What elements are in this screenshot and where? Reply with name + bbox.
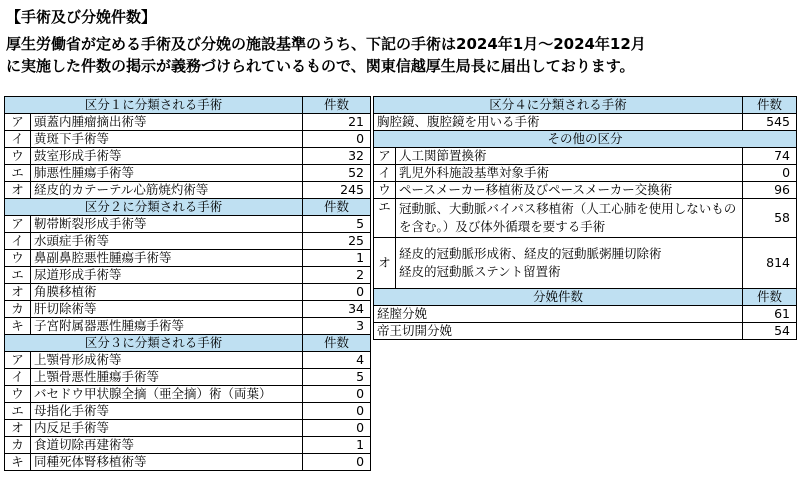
table-row	[374, 114, 797, 131]
row-code: オ	[374, 238, 396, 289]
row-name: 上顎骨形成術等	[31, 352, 303, 369]
row-count: 0	[303, 131, 371, 148]
section-header-row	[374, 131, 797, 148]
row-name: 同種死体腎移植術等	[31, 454, 303, 471]
row-name: 靭帯断裂形成手術等	[31, 216, 303, 233]
row-code: カ	[5, 437, 31, 454]
section-header: 分娩件数	[374, 289, 743, 306]
table-row	[5, 301, 371, 318]
table-row	[5, 352, 371, 369]
row-count: 58	[743, 199, 797, 238]
row-count: 21	[303, 114, 371, 131]
row-name: 水頭症手術等	[31, 233, 303, 250]
table-row	[5, 131, 371, 148]
section-header-row	[374, 97, 797, 114]
count-header: 件数	[303, 199, 371, 216]
row-name: 鼓室形成手術等	[31, 148, 303, 165]
count-header: 件数	[743, 289, 797, 306]
table-row	[5, 148, 371, 165]
table-row	[5, 267, 371, 284]
table-row	[5, 437, 371, 454]
table-row	[374, 182, 797, 199]
count-header: 件数	[303, 97, 371, 114]
table-row	[374, 306, 797, 323]
row-code: ウ	[5, 148, 31, 165]
row-count: 0	[303, 420, 371, 437]
section-header: 区分１に分類される手術	[5, 97, 303, 114]
row-code: ウ	[5, 386, 31, 403]
row-count: 34	[303, 301, 371, 318]
row-name: ペースメーカー移植術及びペースメーカー交換術	[396, 182, 743, 199]
row-name: 尿道形成手術等	[31, 267, 303, 284]
table-row	[5, 454, 371, 471]
row-name: 鼻副鼻腔悪性腫瘍手術等	[31, 250, 303, 267]
row-count: 245	[303, 182, 371, 199]
table-row	[5, 318, 371, 335]
table-row	[5, 114, 371, 131]
row-count: 61	[743, 306, 797, 323]
row-code: イ	[5, 233, 31, 250]
row-count: 74	[743, 148, 797, 165]
section-header: 区分２に分類される手術	[5, 199, 303, 216]
row-count: 5	[303, 369, 371, 386]
row-name: 経膣分娩	[374, 306, 743, 323]
intro-line-2: に実施した件数の掲示が義務づけられているもので、関東信越厚生局長に届出しております。	[6, 57, 635, 75]
row-name: 肝切除術等	[31, 301, 303, 318]
row-count: 25	[303, 233, 371, 250]
row-count: 0	[743, 165, 797, 182]
row-count: 545	[743, 114, 797, 131]
row-name: 母指化手術等	[31, 403, 303, 420]
intro-line-1: 厚生労働省が定める手術及び分娩の施設基準のうち、下記の手術は2024年1月～2024年12月	[6, 35, 646, 53]
row-code: ア	[5, 352, 31, 369]
row-name: 経皮的カテーテル心筋焼灼術等	[31, 182, 303, 199]
row-code: イ	[5, 369, 31, 386]
section-header: 区分３に分類される手術	[5, 335, 303, 352]
row-name: 乳児外科施設基準対象手術	[396, 165, 743, 182]
page-title: 【手術及び分娩件数】	[6, 8, 157, 26]
row-code: オ	[5, 420, 31, 437]
section-header-row	[374, 289, 797, 306]
row-count: 96	[743, 182, 797, 199]
row-name: 角膜移植術	[31, 284, 303, 301]
row-code: エ	[374, 199, 396, 238]
row-count: 1	[303, 250, 371, 267]
table-row	[5, 420, 371, 437]
section-header: 区分４に分類される手術	[374, 97, 743, 114]
section-header-row	[5, 335, 371, 352]
row-code: エ	[5, 267, 31, 284]
row-name: 帝王切開分娩	[374, 323, 743, 340]
table-row	[374, 148, 797, 165]
row-count: 54	[743, 323, 797, 340]
table-row	[374, 323, 797, 340]
row-count: 814	[743, 238, 797, 289]
row-code: ア	[374, 148, 396, 165]
table-row	[374, 199, 797, 238]
table-row	[5, 403, 371, 420]
row-code: エ	[5, 403, 31, 420]
row-name: 冠動脈、大動脈バイパス移植術（人工心肺を使用しないものを含む。）及び体外循環を要する手術	[399, 201, 737, 234]
row-count: 0	[303, 386, 371, 403]
row-name: 肺悪性腫瘍手術等	[31, 165, 303, 182]
table-row	[5, 386, 371, 403]
row-name-line-1: 経皮的冠動脈形成術、経皮的冠動脈粥腫切除術	[399, 246, 662, 261]
count-header: 件数	[743, 97, 797, 114]
table-row	[5, 165, 371, 182]
row-name: 子宮附属器悪性腫瘍手術等	[31, 318, 303, 335]
section-header-row	[5, 199, 371, 216]
row-name: 食道切除再建術等	[31, 437, 303, 454]
row-code: オ	[5, 284, 31, 301]
row-count: 0	[303, 284, 371, 301]
row-name-line-2: 経皮的冠動脈ステント留置術	[399, 264, 561, 279]
row-count: 32	[303, 148, 371, 165]
table-row	[5, 216, 371, 233]
row-name: 黄斑下手術等	[31, 131, 303, 148]
row-code: エ	[5, 165, 31, 182]
row-count: 4	[303, 352, 371, 369]
row-code: ア	[5, 114, 31, 131]
row-count: 0	[303, 403, 371, 420]
table-row	[5, 369, 371, 386]
row-name: 上顎骨悪性腫瘍手術等	[31, 369, 303, 386]
row-code: キ	[5, 454, 31, 471]
row-count: 3	[303, 318, 371, 335]
table-row	[5, 233, 371, 250]
row-name: バセドウ甲状腺全摘（亜全摘）術（両葉）	[31, 386, 303, 403]
surgery-table-left	[4, 96, 371, 471]
row-count: 5	[303, 216, 371, 233]
table-row	[374, 238, 797, 289]
row-name: 人工関節置換術	[396, 148, 743, 165]
section-header: その他の区分	[374, 131, 797, 148]
row-code: ア	[5, 216, 31, 233]
row-name-cell	[396, 238, 743, 289]
row-count: 52	[303, 165, 371, 182]
row-code: イ	[5, 131, 31, 148]
table-row	[5, 182, 371, 199]
row-name: 胸腔鏡、腹腔鏡を用いる手術	[374, 114, 743, 131]
table-row	[5, 250, 371, 267]
row-code: オ	[5, 182, 31, 199]
row-name: 内反足手術等	[31, 420, 303, 437]
table-row	[5, 284, 371, 301]
table-row	[374, 165, 797, 182]
row-code: キ	[5, 318, 31, 335]
intro-text	[6, 33, 796, 77]
row-code: ウ	[5, 250, 31, 267]
row-name-cell	[396, 199, 743, 238]
row-count: 1	[303, 437, 371, 454]
row-name: 頭蓋内腫瘤摘出術等	[31, 114, 303, 131]
surgery-table-right	[373, 96, 797, 340]
section-header-row	[5, 97, 371, 114]
row-code: カ	[5, 301, 31, 318]
row-code: イ	[374, 165, 396, 182]
row-count: 2	[303, 267, 371, 284]
row-code: ウ	[374, 182, 396, 199]
row-count: 0	[303, 454, 371, 471]
count-header: 件数	[303, 335, 371, 352]
